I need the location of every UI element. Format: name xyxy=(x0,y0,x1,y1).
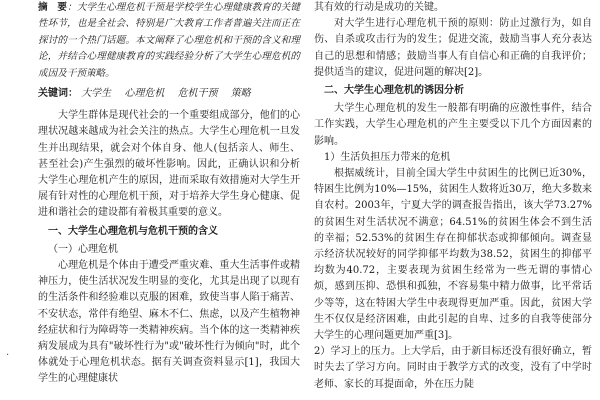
keyword: 大学生 xyxy=(81,88,112,100)
subsection2-paragraph: 上大学后，由于新目标还没有很好确立，暂时失去了学习方向。同时由于教学方式的改变，没有了中学时老师、家长的耳提面命，外在压力陡 xyxy=(314,346,592,390)
left-column xyxy=(38,0,300,388)
section2-intro: 大学生心理危机的发生一般都有明确的应激性事件，结合工作实践，大学生心理危机的产生主要受以下几个方面因素的影响。 xyxy=(314,103,592,147)
abstract-text: ：大学生心理危机干预是学校学生心理健康教育的关键性环节，也是全社会、特别是广大教育工作者普遍关注而正在探讨的一个热门话题。本文阐释了心理危机和干预的含义和理论，并结合心理健康教育的实践经验分析了大学生心理危机的成因及干预策略。 xyxy=(38,2,301,79)
right-column xyxy=(314,0,592,393)
intro-paragraph: 大学生群体是现代社会的一个重要组成部分，他们的心理状况越来越成为社会关注的热点。大学生心理危机一旦发生并出现结果，就会对个体自身、他人(包括亲人、师生、甚至社会)产生强烈的破坏性影响。因此，正确认识和分析大学生心理危机产生的原因，进而采取有效措施对大学生开展有针对性的心理危机干预，对于培养大学生身心健康、促进和谐社会的建设都有着极其重要的意义。 xyxy=(38,110,300,219)
keyword: 心理危机 xyxy=(124,88,165,100)
subsection-heading-2-2: 2）学习上的压力。 xyxy=(314,346,401,358)
abstract xyxy=(38,0,300,82)
subsection1-paragraph: 根据威统计，目前全国大学生中贫困生的比例已近30%，特困生比例为10%—15%，贫困生人数将近30万，绝大多数来自农村。2003年，宁夏大学的调查报告指出，该大学73.27%的贫困生对生活状况不满意；64.51%的贫困生体会不到生活的幸福；52.53%的贫困生存在抑郁状态或抑郁倾向。调查显示经济状况较好的同学抑郁平均数为38.52，贫困生的抑郁平均数为40.72，主要表现为贫困生经常为一些无谓的事情心烦，感到压抑、恐惧和孤独，不容易集中精力做事，比平常话少等等，这在特困大学生中表现得更加严重。因此，贫困大学生不仅仅是经济困难，由此引起的自卑、过多的自我等使部分大学生的心理问题更加严重[3]。 xyxy=(314,168,592,342)
lead-text: 其有效的行动是成功的关键。 xyxy=(314,2,444,13)
section-heading-2: 二、大学生心理危机的诱因分析 xyxy=(324,85,464,97)
margin-mark: · xyxy=(6,350,10,361)
abstract-label: 摘 要 xyxy=(38,2,68,13)
principles-paragraph: 对大学生进行心理危机干预的原则：防止过激行为，如自伤、自杀或攻击行为的发生；促进交流，鼓励当事人充分表达自己的思想和情感；鼓励当事人有自信心和正确的自我评价；提供适当的建议，促进问题的解决[2]。 xyxy=(314,18,592,78)
keywords-label: 关键词： xyxy=(38,88,78,100)
keyword: 危机干预 xyxy=(177,88,218,100)
section1-paragraph: 心理危机是个体由于遭受严重灾难、重大生活事件或精神压力，使生活状况发生明显的变化，尤其是出现了以现有的生活条件和经验难以克服的困难，致使当事人陷于痛苦、不安状态，常伴有绝望、麻木不仁、焦虑，以及产生植物神经症状和行为障碍等一类精神疾病。当个体的这一类精神疾病发展成为具有"破坏性行为"或"破坏性行为倾向"时，此个体就处于心理危机状态。据有关调查资料显示[1]，我国大学生的心理健康状 xyxy=(38,260,300,385)
subsection-heading-1: （一）心理危机 xyxy=(48,243,118,255)
keywords-line xyxy=(38,86,300,102)
section-heading-1: 一、大学生心理危机与危机干预的含义 xyxy=(48,225,218,237)
subsection-heading-2-1: 1）生活负担压力带来的危机 xyxy=(324,151,451,163)
keyword: 策略 xyxy=(230,88,251,100)
